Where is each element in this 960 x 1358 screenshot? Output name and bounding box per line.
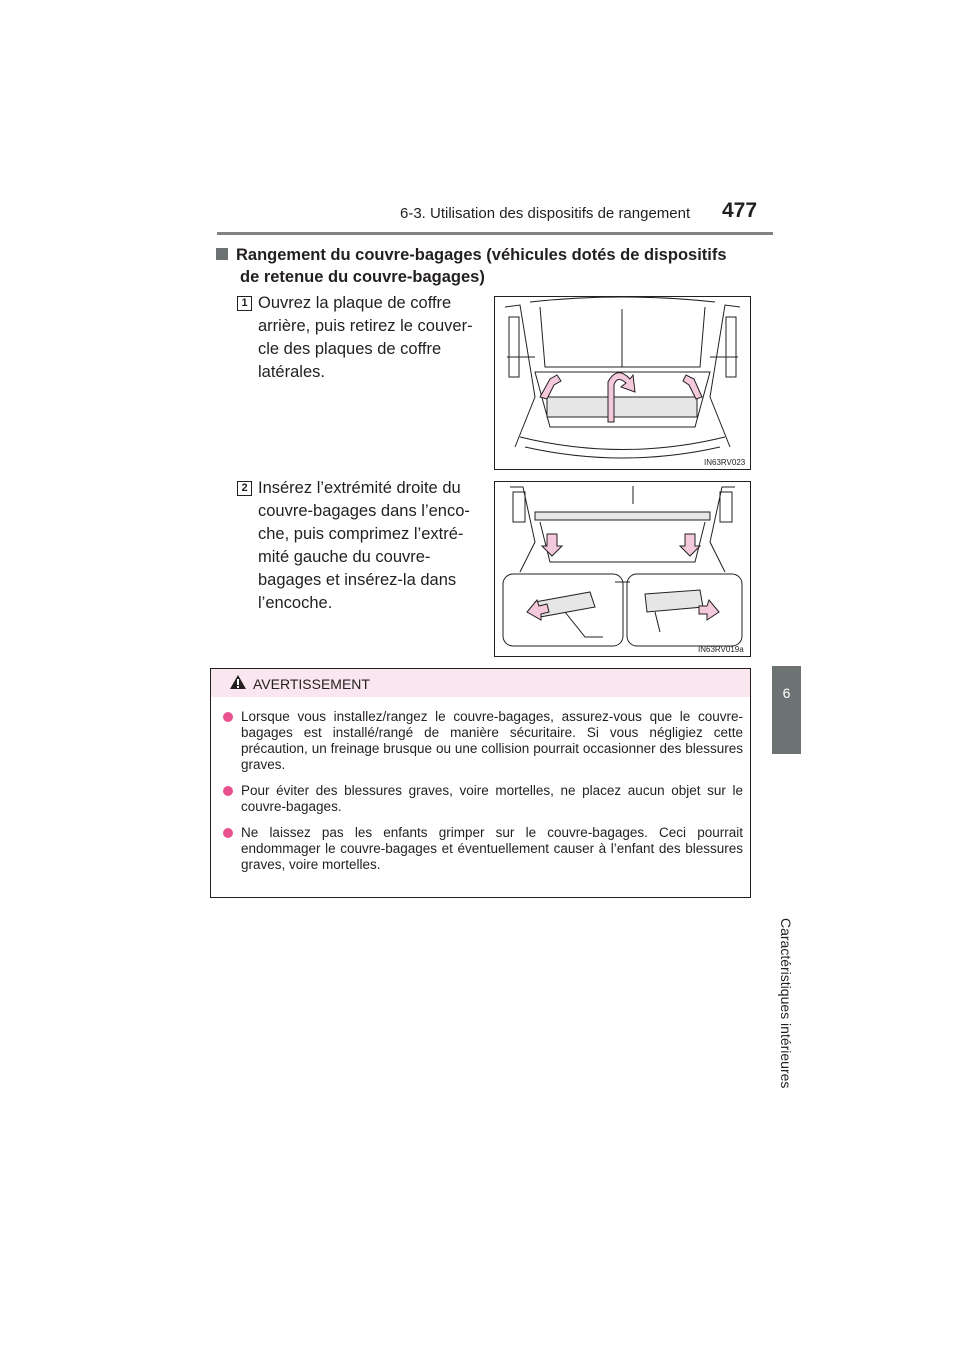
trunk-covers-illustration (495, 297, 750, 469)
warning-item (221, 709, 743, 773)
figure-trunk-covers (494, 296, 751, 470)
warning-item (221, 825, 743, 873)
page-number: 477 (722, 199, 758, 222)
chapter-tab (772, 666, 801, 754)
step-1-line: latérales. (258, 363, 325, 381)
chapter-number: 6 (782, 685, 791, 701)
subsection-heading (216, 244, 756, 288)
warning-box (210, 668, 751, 898)
header-rule (217, 232, 773, 235)
step-1-line: arrière, puis retirez le couver- (258, 317, 473, 335)
warning-item-text: Lorsque vous installez/rangez le couvre-bagages, assurez-vous que le couvre-bagages est installé/rangé de manière sécuritaire. Si vous négligiez cette précaution, un freinage brusque ou une collision pourrait occasionner des blessures graves. (241, 709, 743, 772)
heading-line-2: de retenue du couvre-bagages) (240, 268, 485, 286)
warning-item (221, 783, 743, 815)
section-title: 6-3. Utilisation des dispositifs de rangement (400, 205, 691, 222)
warning-item-text: Pour éviter des blessures graves, voire mortelles, ne placez aucun objet sur le couvre-bagages. (241, 783, 743, 814)
step-2-line: l’encoche. (258, 594, 333, 612)
step-number-1: 1 (237, 296, 252, 311)
step-2-line: bagages et insérez-la dans (258, 571, 457, 589)
bullet-icon (223, 712, 233, 722)
square-bullet-icon (216, 248, 228, 260)
step-1-line: cle des plaques de coffre (258, 340, 442, 358)
step-1-line: Ouvrez la plaque de coffre (258, 294, 452, 312)
step-number-2: 2 (237, 481, 252, 496)
warning-title: AVERTISSEMENT (253, 676, 370, 692)
figure-code-2: IN63RV019a (698, 645, 744, 654)
warning-item-text: Ne laissez pas les enfants grimper sur le couvre-bagages. Ceci pourrait endommager le couvre-bagages et éventuellement causer à l’enfant des blessures graves, voire mortelles. (241, 825, 743, 872)
warning-list (221, 709, 743, 883)
chapter-label-text: Caractéristiques intérieures (778, 918, 794, 1089)
step-2-text (258, 477, 478, 615)
bullet-icon (223, 786, 233, 796)
step-1-text (258, 292, 478, 384)
bullet-icon (223, 828, 233, 838)
cover-insert-illustration (495, 482, 750, 656)
figure-cover-insert (494, 481, 751, 657)
heading-line-1: Rangement du couvre-bagages (véhicules dotés de dispositifs (236, 246, 727, 264)
step-2-line: mité gauche du couvre- (258, 548, 431, 566)
warning-triangle-icon (229, 674, 247, 690)
step-2-line: couvre-bagages dans l’enco- (258, 502, 470, 520)
step-2-line: Insérez l’extrémité droite du (258, 479, 461, 497)
figure-code-1: IN63RV023 (704, 458, 746, 467)
step-2-line: che, puis comprimez l’extré- (258, 525, 464, 543)
